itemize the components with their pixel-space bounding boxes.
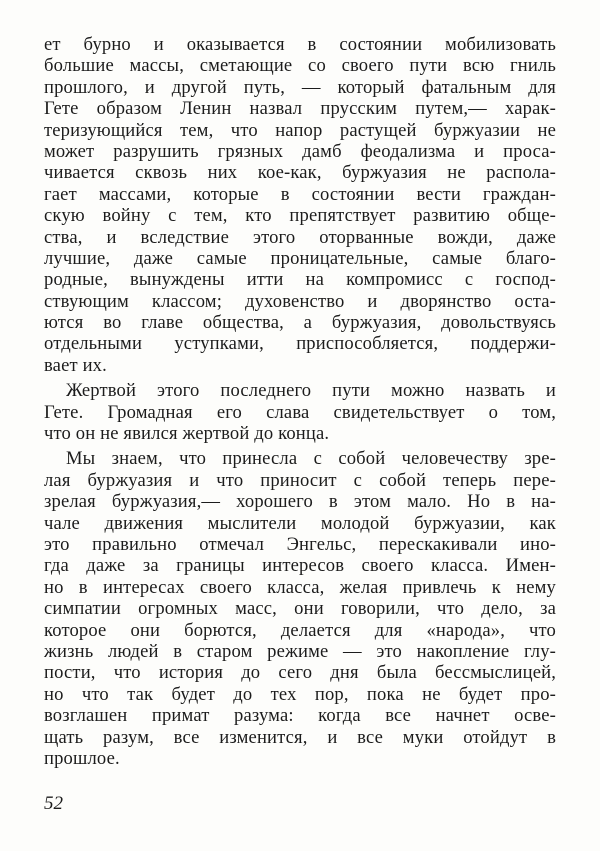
text-line: возглашен примат разума: когда все начнет осве- xyxy=(44,705,556,727)
text-line: Жертвой этого последнего пути можно назвать и xyxy=(66,380,556,402)
text-line: зрелая буржуазия,— хорошего в этом мало. Но в на- xyxy=(44,491,556,513)
body-text xyxy=(44,34,556,769)
text-line: родные, вынуждены итти на компромисс с господ- xyxy=(44,269,556,291)
text-line: это правильно отмечал Энгельс, перескакивали ино- xyxy=(44,533,556,555)
text-line: гает массами, которые в состоянии вести граждан- xyxy=(44,183,556,205)
text-line: большие массы, сметающие со своего пути всю гниль xyxy=(44,55,556,77)
text-line: гда даже за границы интересов своего класса. Имен- xyxy=(44,555,556,577)
paragraph xyxy=(44,448,556,769)
text-line: чивается сквозь них кое-как, буржуазия не распола- xyxy=(44,162,556,184)
page-number: 52 xyxy=(44,793,63,814)
text-line: вает их. xyxy=(44,354,107,376)
paragraph xyxy=(44,34,556,376)
text-line: ются во главе общества, а буржуазия, довольствуясь xyxy=(44,312,556,334)
text-line: прошлого, и другой путь, — который фатальным для xyxy=(44,76,556,98)
text-line: но что так будет до тех пор, пока не будет про- xyxy=(44,683,556,705)
text-line: Гете. Громадная его слава свидетельствует о том, xyxy=(44,401,556,423)
text-line: которое они борются, делается для «народа», что xyxy=(44,619,556,641)
text-line: чале движения мыслители молодой буржуазии, как xyxy=(44,512,556,534)
text-line: жизнь людей в старом режиме — это накопление глу- xyxy=(44,640,556,662)
paragraph xyxy=(44,380,556,444)
text-line: прошлое. xyxy=(44,747,120,769)
text-line: скую войну с тем, кто препятствует развитию обще- xyxy=(44,205,556,227)
text-line: лая буржуазия и что приносит с собой теперь пере- xyxy=(44,469,556,491)
text-line: может разрушить грязных дамб феодализма и проса- xyxy=(44,140,556,162)
text-line: отдельными уступками, приспособляется, поддержи- xyxy=(44,333,556,355)
text-line: ет бурно и оказывается в состоянии мобилизовать xyxy=(44,34,556,55)
text-line: но в интересах своего класса, желая привлечь к нему xyxy=(44,576,556,598)
text-line: ствующим классом; духовенство и дворянство оста- xyxy=(44,290,556,312)
text-line: щать разум, все изменится, и все муки отойдут в xyxy=(44,726,556,748)
text-line: лучшие, даже самые проницательные, самые благо- xyxy=(44,247,556,269)
text-line: ства, и вследствие этого оторванные вожди, даже xyxy=(44,226,556,248)
text-line: что он не явился жертвой до конца. xyxy=(44,423,330,445)
text-line: Гете образом Ленин назвал прусским путем,— харак- xyxy=(44,98,556,120)
text-line: симпатии огромных масс, они говорили, что дело, за xyxy=(44,598,556,620)
text-line: теризующийся тем, что напор растущей буржуазии не xyxy=(44,119,556,141)
text-line: пости, что история до сего дня была бессмыслицей, xyxy=(44,662,556,684)
text-line: Мы знаем, что принесла с собой человечеству зре- xyxy=(66,448,556,470)
